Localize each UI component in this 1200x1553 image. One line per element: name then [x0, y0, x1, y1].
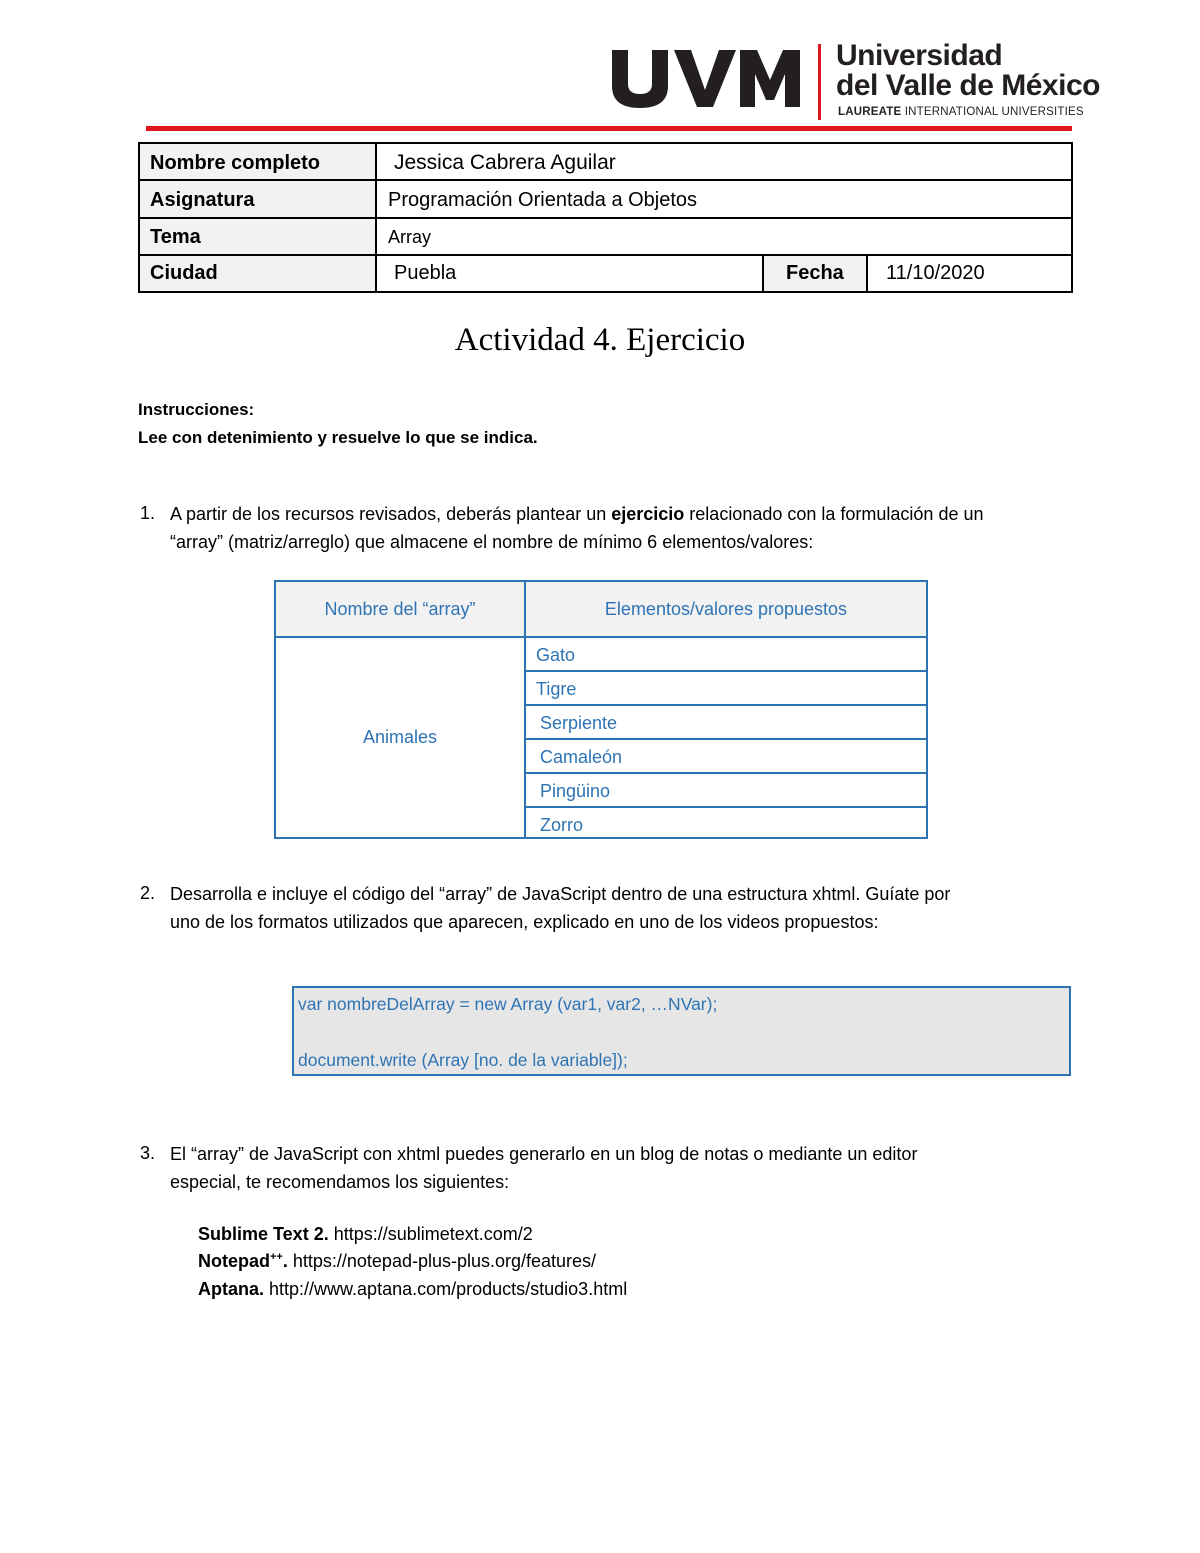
- code-line-1: var nombreDelArray = new Array (var1, var2, …NVar);: [298, 994, 718, 1014]
- item2-number: 2.: [140, 883, 156, 903]
- item3-text-line2: especial, te recomendamos los siguientes:: [170, 1172, 510, 1192]
- code-example-box: [292, 986, 1071, 1076]
- editor-aptana-url[interactable]: http://www.aptana.com/products/studio3.html: [264, 1279, 628, 1299]
- item2-text-line2: uno de los formatos utilizados que aparecen, explicado en uno de los videos propuestos:: [170, 912, 879, 932]
- university-name-line2: del Valle de México: [836, 69, 1100, 102]
- array-values-header: Elementos/valores propuestos: [526, 582, 926, 636]
- array-value-6: Zorro: [540, 815, 584, 835]
- editor-sublime: Sublime Text 2. https://sublimetext.com/2: [198, 1224, 533, 1244]
- date-value: 11/10/2020: [886, 262, 985, 284]
- item1-text-line1: A partir de los recursos revisados, deberás plantear un ejercicio relacionado con la formulación de un: [170, 504, 984, 524]
- name-value: Jessica Cabrera Aguilar: [394, 151, 616, 174]
- array-table: [274, 580, 928, 839]
- item1-text-line2: “array” (matriz/arreglo) que almacene el nombre de mínimo 6 elementos/valores:: [170, 532, 814, 552]
- editor-aptana: Aptana. http://www.aptana.com/products/studio3.html: [198, 1279, 628, 1299]
- uvm-logo-mark: [612, 50, 800, 108]
- array-value-2: Tigre: [536, 679, 577, 699]
- item3-text-line1: El “array” de JavaScript con xhtml puedes generarlo en un blog de notas o mediante un editor: [170, 1144, 918, 1164]
- subject-label: Asignatura: [150, 189, 255, 211]
- item2-text-line1: Desarrolla e incluye el código del “array” de JavaScript dentro de una estructura xhtml. Guíate por: [170, 884, 951, 904]
- instructions-heading: Instrucciones:: [138, 400, 255, 419]
- array-name-cell: Animales: [362, 727, 438, 747]
- header-red-rule: [146, 126, 1072, 131]
- array-value-3: Serpiente: [540, 713, 618, 733]
- student-info-table: [138, 142, 1073, 293]
- laureate-tagline: LAUREATE INTERNATIONAL UNIVERSITIES: [838, 106, 1084, 118]
- code-line-2: document.write (Array [no. de la variable]);: [298, 1050, 628, 1070]
- subject-value: Programación Orientada a Objetos: [388, 189, 698, 211]
- topic-label: Tema: [150, 226, 201, 248]
- logo-separator: [818, 44, 821, 120]
- item1-number: 1.: [140, 503, 156, 523]
- instructions-subheading: Lee con detenimiento y resuelve lo que se indica.: [138, 428, 538, 447]
- array-value-5: Pingüino: [540, 781, 611, 801]
- array-value-1: Gato: [536, 645, 576, 665]
- city-value: Puebla: [394, 262, 457, 284]
- array-value-4: Camaleón: [540, 747, 623, 767]
- editor-notepad: Notepad++. https://notepad-plus-plus.org/features/: [198, 1251, 597, 1271]
- topic-value: Array: [388, 227, 432, 247]
- editor-notepad-url[interactable]: https://notepad-plus-plus.org/features/: [287, 1251, 597, 1271]
- date-label: Fecha: [786, 262, 844, 284]
- editor-sublime-url[interactable]: https://sublimetext.com/2: [328, 1224, 533, 1244]
- array-name-header: Nombre del “array”: [276, 582, 524, 636]
- city-label: Ciudad: [150, 262, 218, 284]
- item3-number: 3.: [140, 1143, 156, 1163]
- page-title: Actividad 4. Ejercicio: [454, 322, 746, 358]
- university-name-line1: Universidad: [836, 39, 1003, 72]
- name-label: Nombre completo: [150, 152, 321, 174]
